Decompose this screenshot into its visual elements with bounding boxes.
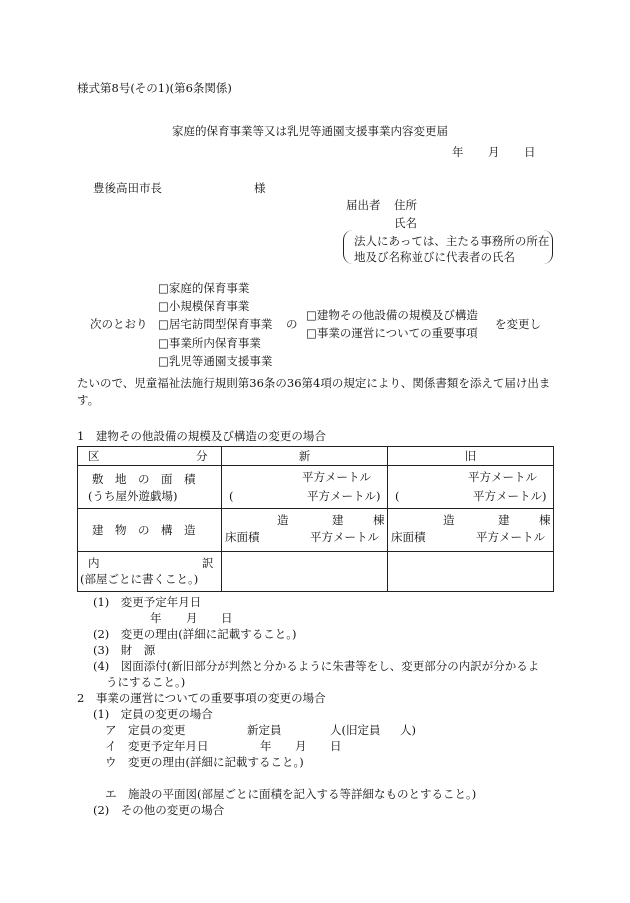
section2-i-day: 日 xyxy=(330,739,342,753)
checkbox-business-type-4[interactable] xyxy=(158,336,261,350)
row-breakdown-label xyxy=(78,552,222,592)
document-title: 家庭的保育事業等又は乳児等通園支援事業内容変更届 xyxy=(172,124,448,138)
checkbox-business-type-5[interactable] xyxy=(158,354,272,368)
section2-sub1: (1) 定員の変更の場合 xyxy=(93,707,213,721)
section2-u-label: ウ 変更の理由(詳細に記載すること。) xyxy=(105,755,304,769)
date-month-label: 月 xyxy=(488,145,500,159)
form-number: 様式第8号(その1)(第6条関係) xyxy=(77,81,232,95)
table-header-new: 新 xyxy=(222,447,388,466)
date-year-label: 年 xyxy=(452,145,464,159)
section2-sub2: (2) その他の変更の場合 xyxy=(93,803,225,817)
section2-a-label: ア 定員の変更 xyxy=(105,723,186,737)
business-type-label: 居宅訪問型保育事業 xyxy=(168,317,273,331)
breakdown-old-cell[interactable] xyxy=(388,552,554,592)
intro-continuation-line2: す。 xyxy=(77,393,100,407)
applicant-address-label: 住所 xyxy=(394,198,417,212)
intro-suffix: を変更し xyxy=(495,317,541,331)
site-area-old-cell[interactable] xyxy=(388,466,554,509)
change-type-label: 建物その他設備の規模及び構造 xyxy=(316,308,478,322)
structure-mune: 棟 xyxy=(373,513,385,527)
checkbox-business-type-3[interactable] xyxy=(158,317,272,331)
floor-area-unit: 平方メートル xyxy=(310,530,379,544)
structure-mune: 棟 xyxy=(539,513,551,527)
section1-item1-year: 年 xyxy=(150,611,162,625)
section2-a-person: 人(旧定員 xyxy=(330,723,381,737)
table-header-category xyxy=(78,447,222,466)
intro-particle: の xyxy=(286,317,298,331)
breakdown-char1: 内 xyxy=(88,556,100,570)
row-building-structure-label xyxy=(78,509,222,552)
applicant-note-line2: 地及び名称並びに代表者の氏名 xyxy=(354,250,515,264)
business-type-label: 事業所内保育事業 xyxy=(168,336,261,350)
structure-zo: 造 xyxy=(443,513,455,527)
checkbox-change-type-1[interactable] xyxy=(306,308,478,322)
playground-area-unit: 平方メートル) xyxy=(307,489,381,503)
floor-area-label: 床面積 xyxy=(391,530,426,544)
structure-zo: 造 xyxy=(277,513,289,527)
checkbox-business-type-1[interactable] xyxy=(158,281,249,295)
table-header-old: 旧 xyxy=(388,447,554,466)
section1-item1-month: 月 xyxy=(186,611,198,625)
applicant-label: 届出者 xyxy=(346,198,381,212)
section1-item1: (1) 変更予定年月日 xyxy=(93,595,202,609)
structure-ken: 建 xyxy=(332,513,344,527)
paren-open: ( xyxy=(395,489,400,503)
applicant-name-label: 氏名 xyxy=(394,216,417,230)
intro-continuation-line1: たいので、児童福祉法施行規則第36条の36第4項の規定により、関係書類を添えて届け出ま xyxy=(77,376,551,390)
section2-a-person-close: 人) xyxy=(400,723,416,737)
checkbox-change-type-2[interactable] xyxy=(306,326,478,340)
playground-area-unit: 平方メートル) xyxy=(473,489,547,503)
addressee-honorific: 様 xyxy=(254,181,266,195)
section1-item4-line2: うにすること。) xyxy=(106,675,186,689)
section2-e-label: エ 施設の平面図(部屋ごとに面積を記入する等詳細なものとすること。) xyxy=(105,787,477,801)
building-structure-new-cell[interactable] xyxy=(222,509,388,552)
row-site-area-label xyxy=(78,466,222,509)
section1-item3: (3) 財 源 xyxy=(93,643,156,657)
floor-area-label: 床面積 xyxy=(225,530,260,544)
site-area-unit: 平方メートル xyxy=(468,470,537,484)
intro-prefix: 次のとおり xyxy=(90,317,148,331)
change-type-label: 事業の運営についての重要事項 xyxy=(316,326,478,340)
section1-item4-line1: (4) 図面添付(新旧部分が判然と分かるように朱書等をし、変更部分の内訳が分かるよ xyxy=(93,659,540,673)
section2-i-month: 月 xyxy=(295,739,307,753)
header-category-char2: 分 xyxy=(196,449,208,463)
breakdown-char2: 訳 xyxy=(202,556,214,570)
section1-item1-day: 日 xyxy=(221,611,233,625)
site-area-unit: 平方メートル xyxy=(302,470,371,484)
header-category-char1: 区 xyxy=(88,449,100,463)
paren-open: ( xyxy=(229,489,234,503)
floor-area-unit: 平方メートル xyxy=(476,530,545,544)
applicant-note-line1: 法人にあっては、主たる事務所の所在 xyxy=(354,234,550,248)
addressee-name: 豊後高田市長 xyxy=(93,181,162,195)
facility-change-table xyxy=(77,446,554,592)
business-type-label: 家庭的保育事業 xyxy=(168,281,250,295)
business-type-label: 小規模保育事業 xyxy=(168,299,250,313)
site-area-sublabel: (うち屋外遊戯場) xyxy=(88,489,178,503)
site-area-label: 敷 地 の 面 積 xyxy=(92,472,196,486)
business-type-label: 乳児等通園支援事業 xyxy=(168,354,273,368)
section2-i-label: イ 変更予定年月日 xyxy=(105,739,209,753)
section2-a-new: 新定員 xyxy=(247,723,282,737)
building-structure-old-cell[interactable] xyxy=(388,509,554,552)
structure-ken: 建 xyxy=(498,513,510,527)
checkbox-business-type-2[interactable] xyxy=(158,299,249,313)
date-day-label: 日 xyxy=(524,145,536,159)
section1-heading: 1 建物その他設備の規模及び構造の変更の場合 xyxy=(77,429,326,443)
building-structure-label: 建 物 の 構 造 xyxy=(92,523,196,537)
section2-i-year: 年 xyxy=(260,739,272,753)
breakdown-new-cell[interactable] xyxy=(222,552,388,592)
section2-heading: 2 事業の運営についての重要事項の変更の場合 xyxy=(77,691,326,705)
breakdown-sublabel: (部屋ごとに書くこと。) xyxy=(80,572,199,586)
site-area-new-cell[interactable] xyxy=(222,466,388,509)
section1-item2: (2) 変更の理由(詳細に記載すること。) xyxy=(93,627,297,641)
